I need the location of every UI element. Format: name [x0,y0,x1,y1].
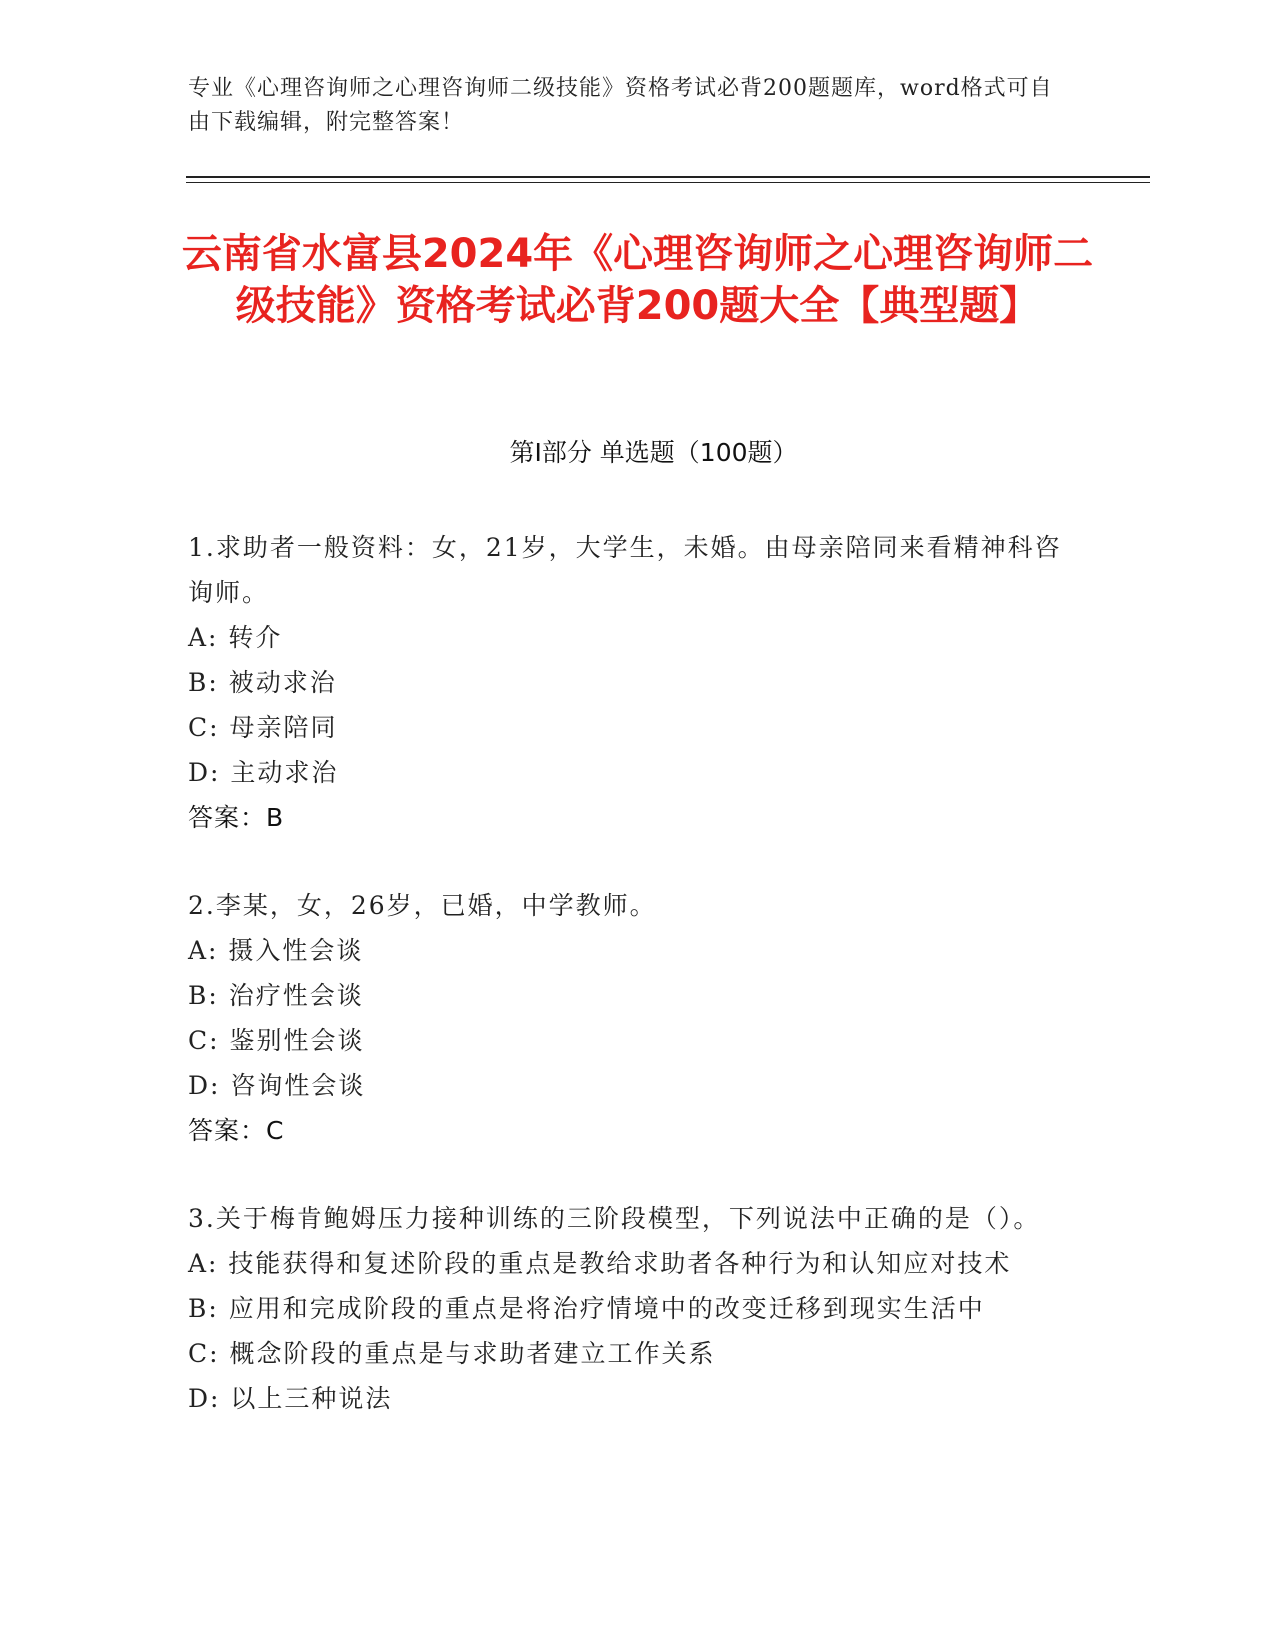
answer: 答案：C [188,1116,285,1145]
option-b: B: 被动求治 [188,668,337,697]
document-title: 云南省水富县2024年《心理咨询师之心理咨询师二级技能》资格考试必背200题大全【典型题】 [181,231,1094,329]
option-d: D: 以上三种说法 [188,1384,393,1413]
option-b: B: 应用和完成阶段的重点是将治疗情境中的改变迁移到现实生活中 [188,1294,985,1323]
question-stem: 3.关于梅肯鲍姆压力接种训练的三阶段模型，下列说法中正确的是（）。 [188,1204,1041,1233]
section-title: 第Ⅰ部分 单选题（100题） [509,438,798,467]
option-c: C: 鉴别性会谈 [188,1026,365,1055]
option-a: A: 转介 [188,623,283,652]
option-b: B: 治疗性会谈 [188,981,364,1010]
answer: 答案：B [188,803,285,832]
option-c: C: 母亲陪同 [188,713,338,742]
option-c: C: 概念阶段的重点是与求助者建立工作关系 [188,1339,716,1368]
question-stem: 1.求助者一般资料：女，21岁，大学生，未婚。由母亲陪同来看精神科咨询师。 [188,533,1062,607]
option-d: D: 主动求治 [188,758,339,787]
question-3 [188,1196,1068,1421]
header-rule-thick [186,176,1150,178]
option-a: A: 技能获得和复述阶段的重点是教给求助者各种行为和认知应对技术 [188,1249,1012,1278]
question-1 [188,525,1068,840]
question-stem: 2.李某，女，26岁，已婚，中学教师。 [188,891,657,920]
option-d: D: 咨询性会谈 [188,1071,366,1100]
header-rule-thin [186,182,1150,183]
question-list [188,525,1068,1464]
header-note: 专业《心理咨询师之心理咨询师二级技能》资格考试必背200题题库，word格式可自由下载编辑，附完整答案！ [188,76,1053,135]
option-a: A: 摄入性会谈 [188,936,364,965]
question-2 [188,883,1068,1153]
